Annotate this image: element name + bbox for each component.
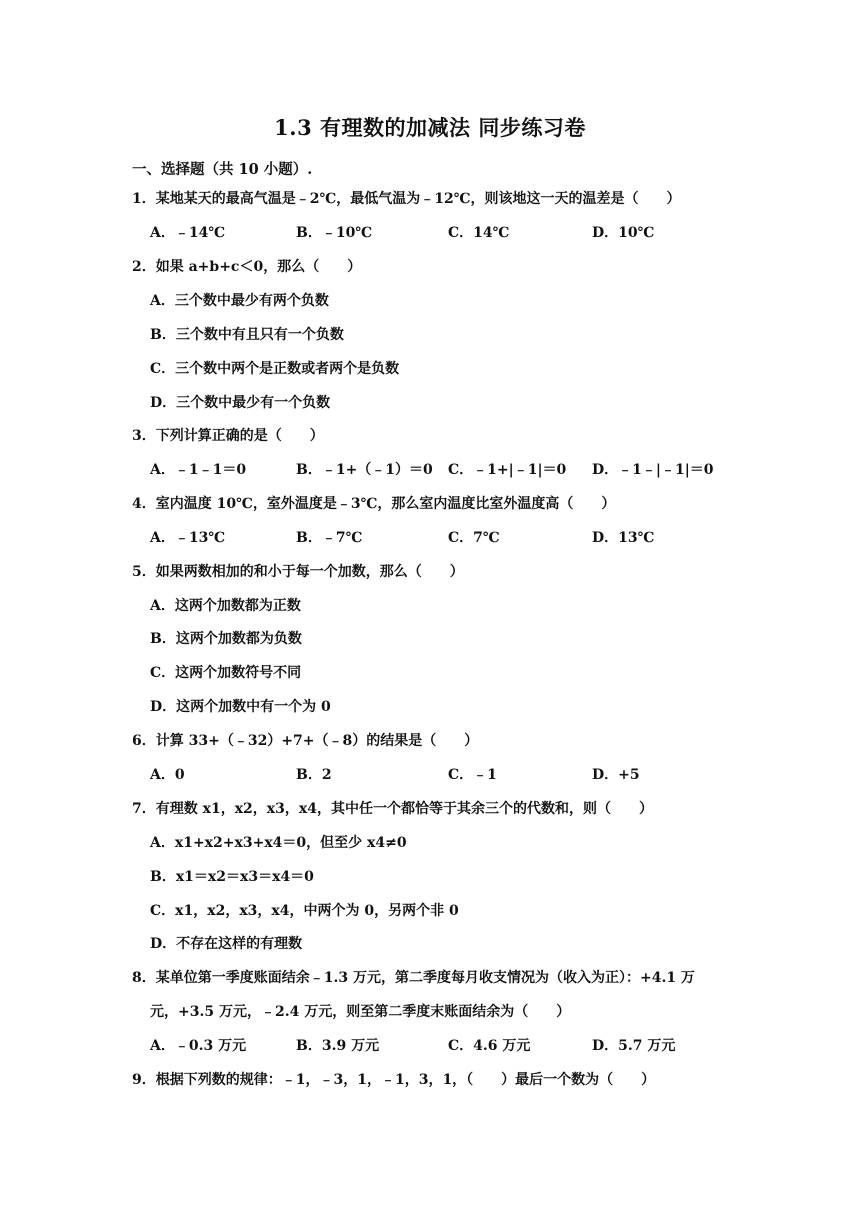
question-8-option-d: D．5.7 万元 <box>592 1038 676 1054</box>
question-2-option-a: A．三个数中最少有两个负数 <box>150 293 329 309</box>
question-6-option-b: B．2 <box>296 767 332 783</box>
question-6-option-c: C．﹣1 <box>448 767 497 783</box>
question-5-option-d: D．这两个加数中有一个为 0 <box>150 699 331 715</box>
question-4-stem: 4．室内温度 10℃，室外温度是﹣3℃，那么室内温度比室外温度高（ ） <box>132 496 616 512</box>
question-7-option-b: B．x1＝x2＝x3＝x4＝0 <box>150 869 314 885</box>
question-6-option-a: A．0 <box>150 767 185 783</box>
section-heading: 一、选择题（共 10 小题）. <box>132 161 313 178</box>
question-3-option-b: B．﹣1+（﹣1）＝0 <box>296 462 433 478</box>
question-8-option-a: A．﹣0.3 万元 <box>150 1038 247 1054</box>
question-5-option-b: B．这两个加数都为负数 <box>150 631 302 647</box>
question-9-stem: 9．根据下列数的规律：﹣1，﹣3，1，﹣1，3，1，（ ）最后一个数为（ ） <box>132 1072 656 1088</box>
question-4-option-d: D．13℃ <box>592 530 655 546</box>
question-6-option-d: D．+5 <box>592 767 640 783</box>
question-3-option-d: D．﹣1﹣|﹣1|＝0 <box>592 462 714 478</box>
question-5-option-c: C．这两个加数符号不同 <box>150 665 302 681</box>
question-1-option-c: C．14℃ <box>448 225 510 241</box>
question-8-option-c: C．4.6 万元 <box>448 1038 531 1054</box>
question-7-option-d: D．不存在这样的有理数 <box>150 936 303 952</box>
question-5-option-a: A．这两个加数都为正数 <box>150 598 301 614</box>
question-8-stem-continued: 元，+3.5 万元，﹣2.4 万元，则至第二季度末账面结余为（ ） <box>150 1004 571 1020</box>
question-4-option-b: B．﹣7℃ <box>296 530 363 546</box>
question-1-option-b: B．﹣10℃ <box>296 225 373 241</box>
question-3-stem: 3．下列计算正确的是（ ） <box>132 428 324 444</box>
question-2-stem: 2．如果 a+b+c＜0，那么（ ） <box>132 259 362 275</box>
question-7-stem: 7．有理数 x1，x2，x3，x4，其中任一个都恰等于其余三个的代数和，则（ ） <box>132 801 653 817</box>
question-8-options <box>150 1036 770 1056</box>
question-7-option-c: C．x1，x2，x3，x4，中两个为 0，另两个非 0 <box>150 903 459 919</box>
question-7-option-a: A．x1+x2+x3+x4＝0，但至少 x4≠0 <box>150 835 407 851</box>
question-5-stem: 5．如果两数相加的和小于每一个加数，那么（ ） <box>132 564 464 580</box>
question-8-stem: 8．某单位第一季度账面结余﹣1.3 万元，第二季度每月收支情况为（收入为正）：+4.1 万 <box>132 970 695 986</box>
question-1-options <box>150 223 770 243</box>
question-4-options <box>150 528 770 548</box>
question-3-options <box>150 460 770 480</box>
question-1-option-a: A．﹣14℃ <box>150 225 226 241</box>
question-8-option-b: B．3.9 万元 <box>296 1038 380 1054</box>
question-4-option-a: A．﹣13℃ <box>150 530 226 546</box>
question-2-option-b: B．三个数中有且只有一个负数 <box>150 327 344 343</box>
question-1-option-d: D．10℃ <box>592 225 655 241</box>
question-4-option-c: C．7℃ <box>448 530 500 546</box>
question-6-stem: 6．计算 33+（﹣32）+7+（﹣8）的结果是（ ） <box>132 733 479 749</box>
question-2-option-c: C．三个数中两个是正数或者两个是负数 <box>150 361 400 377</box>
document-title: 1.3 有理数的加减法 同步练习卷 <box>274 115 586 140</box>
question-3-option-a: A．﹣1﹣1＝0 <box>150 462 247 478</box>
question-2-option-d: D．三个数中最少有一个负数 <box>150 395 331 411</box>
question-1-stem: 1．某地某天的最高气温是﹣2℃，最低气温为﹣12℃，则该地这一天的温差是（ ） <box>132 191 681 207</box>
question-6-options <box>150 765 770 785</box>
question-3-option-c: C．﹣1+|﹣1|＝0 <box>448 462 567 478</box>
